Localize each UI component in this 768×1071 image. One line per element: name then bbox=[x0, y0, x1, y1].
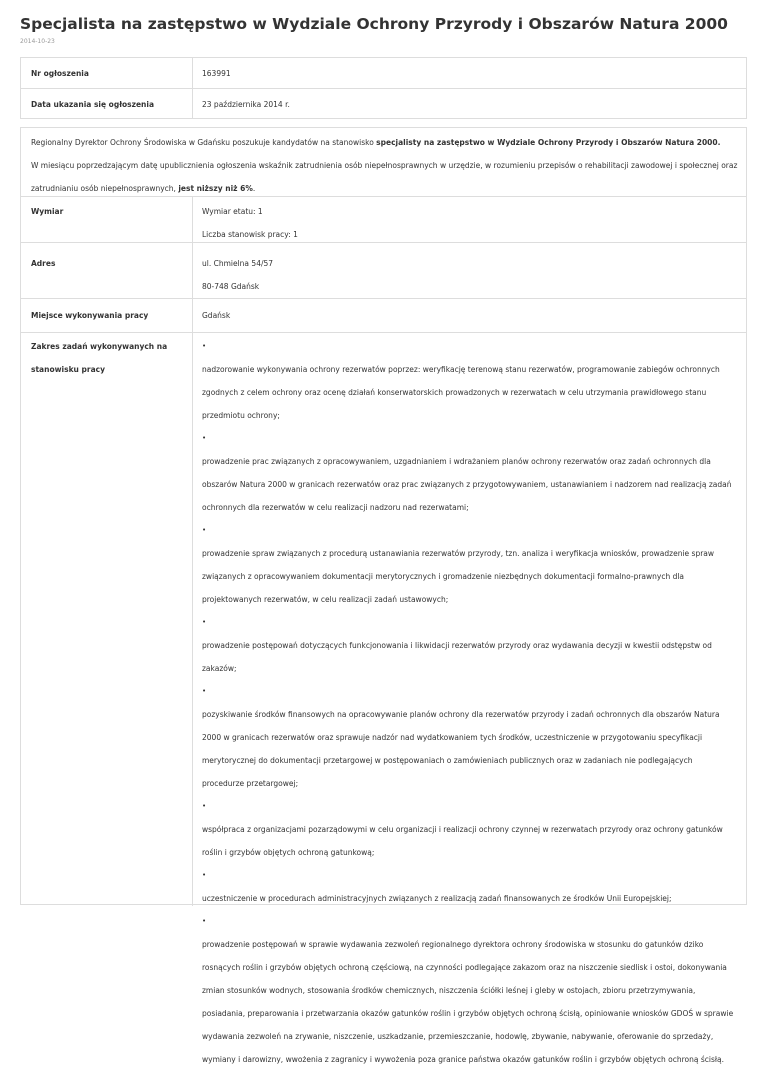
intro-line-2: W miesiącu poprzedzającym datę upublicznienia ogłoszenia wskaźnik zatrudnienia osób niepełnosprawnych w urzędzie, w rozumieniu przepisów o rehabilitacji zawodowej i społecznej oraz bbox=[31, 161, 738, 170]
task-bullet: • bbox=[202, 802, 207, 810]
intro-section bbox=[21, 128, 746, 196]
zakres-label-line-1: Zakres zadań wykonywanych na bbox=[31, 342, 168, 351]
task-bullet: • bbox=[202, 687, 207, 695]
task-line: prowadzenie prac związanych z opracowywaniem, uzgadnianiem i wdrażaniem planów ochrony rezerwatów oraz zadań ochronnych dla bbox=[202, 457, 711, 466]
meta-row-date bbox=[21, 88, 746, 118]
intro-line-1 bbox=[31, 131, 736, 154]
adres-label: Adres bbox=[31, 259, 56, 268]
column-divider bbox=[192, 58, 193, 88]
column-divider bbox=[192, 197, 193, 242]
meta-row-number bbox=[21, 58, 746, 88]
wymiar-value bbox=[202, 200, 737, 246]
task-line: roślin i grzybów objętych ochroną gatunkową; bbox=[202, 848, 375, 857]
miejsce-value: Gdańsk bbox=[202, 311, 231, 320]
column-divider bbox=[192, 299, 193, 332]
task-line: prowadzenie postępowań dotyczących funkcjonowania i likwidacji rezerwatów przyrody oraz wydawania decyzji w kwestii odstępstw od bbox=[202, 641, 712, 650]
task-line: procedurze przetargowej; bbox=[202, 779, 299, 788]
wymiar-label: Wymiar bbox=[31, 207, 64, 216]
miejsce-label: Miejsce wykonywania pracy bbox=[31, 311, 149, 320]
task-line: obszarów Natura 2000 w granicach rezerwatów oraz prac związanych z przygotowywaniem, ustanawianiem i nadzorem nad realizacją zadań bbox=[202, 480, 732, 489]
details-table bbox=[20, 127, 747, 1064]
task-bullet: • bbox=[202, 871, 207, 879]
zakres-label-line-2: stanowisku pracy bbox=[31, 365, 105, 374]
nr-value: 163991 bbox=[202, 69, 231, 78]
date-label: Data ukazania się ogłoszenia bbox=[31, 100, 155, 109]
task-bullet: • bbox=[202, 526, 207, 534]
task-line: prowadzenie spraw związanych z procedurą ustanawiania rezerwatów przyrody, tzn. analiza i weryfikacja wniosków, prowadzenie spraw bbox=[202, 549, 715, 558]
task-line: projektowanych rezerwatów, w celu realizacji zadań ustawowych; bbox=[202, 595, 449, 604]
meta-table bbox=[20, 57, 747, 119]
zakres-task-list bbox=[202, 335, 737, 1071]
adres-city: 80-748 Gdańsk bbox=[202, 282, 260, 291]
task-line: wydawania zezwoleń na zrywanie, niszczenie, uszkadzanie, przemieszczanie, hodowlę, zbywanie, nabywanie, oferowanie do sprzedaży, bbox=[202, 1032, 714, 1041]
task-bullet: • bbox=[202, 342, 207, 350]
task-line: zakazów; bbox=[202, 664, 237, 673]
page-title: Specjalista na zastępstwo w Wydziale Ochrony Przyrody i Obszarów Natura 2000 bbox=[20, 15, 728, 33]
nr-label: Nr ogłoszenia bbox=[31, 69, 89, 78]
intro-line-3-text: zatrudnianiu osób niepełnosprawnych, bbox=[31, 184, 179, 193]
task-line: 2000 w granicach rezerwatów oraz sprawuje nadzór nad wydatkowaniem tych środków, uczestniczenie w przygotowaniu specyfikacji bbox=[202, 733, 703, 742]
task-line: nadzorowanie wykonywania ochrony rezerwatów poprzez: weryfikację terenową stanu rezerwatów, programowanie zabiegów ochronnych bbox=[202, 365, 720, 374]
task-line: pozyskiwanie środków finansowych na opracowywanie planów ochrony dla rezerwatów przyrody i zadań ochronnych dla obszarów Natura bbox=[202, 710, 720, 719]
task-line: związanych z opracowywaniem dokumentacji merytorycznych i gromadzenie niezbędnych dokumentacji formalno-prawnych dla bbox=[202, 572, 685, 581]
task-line: zmian stosunków wodnych, stosowania środków chemicznych, niszczenia ściółki leśnej i gleby w ostojach, zbioru przetrzymywania, bbox=[202, 986, 696, 995]
liczba-stanowisk: Liczba stanowisk pracy: 1 bbox=[202, 230, 298, 239]
intro-line-3-end: . bbox=[252, 184, 256, 193]
intro-text bbox=[31, 131, 736, 200]
task-line: prowadzenie postępowań w sprawie wydawania zezwoleń regionalnego dyrektora ochrony środowiska w stosunku do gatunków dziko bbox=[202, 940, 704, 949]
task-line: uczestniczenie w procedurach administracyjnych związanych z realizacją zadań finansowanych ze środków Unii Europejskiej; bbox=[202, 894, 672, 903]
task-line: rosnących roślin i grzybów objętych ochroną częściową, na czynności podlegające zakazom oraz na niszczenie siedlisk i ostoi, dokonywania bbox=[202, 963, 727, 972]
adres-value bbox=[202, 252, 737, 298]
task-line: wymiany i darowizny, wwożenia z zagranicy i wywożenia poza granice państwa okazów gatunków roślin i grzybów objętych ochroną ścisłą. bbox=[202, 1055, 724, 1064]
intro-position-name: specjalisty na zastępstwo w Wydziale Ochrony Przyrody i Obszarów Natura 2000. bbox=[376, 138, 721, 147]
task-line: posiadania, preparowania i przetwarzania okazów gatunków roślin i grzybów objętych ochroną ścisłą, opiniowanie wniosków GDOŚ w sprawie bbox=[202, 1009, 734, 1018]
task-line: zgodnych z celem ochrony oraz ocenę działań konserwatorskich prowadzonych w rezerwatach w celu utrzymania prawidłowego stanu bbox=[202, 388, 707, 397]
task-bullet: • bbox=[202, 618, 207, 626]
task-bullet: • bbox=[202, 434, 207, 442]
publication-date: 2014-10-23 bbox=[20, 38, 55, 45]
date-value: 23 października 2014 r. bbox=[202, 100, 290, 109]
task-line: ochronnych dla rezerwatów w celu realizacji nadzoru nad rezerwatami; bbox=[202, 503, 469, 512]
wymiar-etatu: Wymiar etatu: 1 bbox=[202, 207, 263, 216]
disability-rate-note: jest niższy niż 6% bbox=[178, 184, 253, 193]
adres-row bbox=[21, 242, 746, 298]
zakres-row bbox=[21, 332, 746, 1064]
task-line: merytorycznej do dokumentacji przetargowej w postępowaniach o zamówieniach publicznych oraz w zadaniach nie podlegających bbox=[202, 756, 693, 765]
intro-line-1-text: Regionalny Dyrektor Ochrony Środowiska w Gdańsku poszukuje kandydatów na stanowisko bbox=[31, 138, 377, 147]
wymiar-row bbox=[21, 196, 746, 242]
column-divider bbox=[192, 243, 193, 298]
task-line: współpraca z organizacjami pozarządowymi w celu organizacji i realizacji ochrony czynnej w rezerwatach przyrody oraz ochrony gatunków bbox=[202, 825, 723, 834]
adres-street: ul. Chmielna 54/57 bbox=[202, 259, 274, 268]
miejsce-row bbox=[21, 298, 746, 332]
zakres-label bbox=[31, 335, 191, 381]
column-divider bbox=[192, 89, 193, 118]
task-line: przedmiotu ochrony; bbox=[202, 411, 280, 420]
column-divider bbox=[192, 333, 193, 906]
task-bullet: • bbox=[202, 917, 207, 925]
